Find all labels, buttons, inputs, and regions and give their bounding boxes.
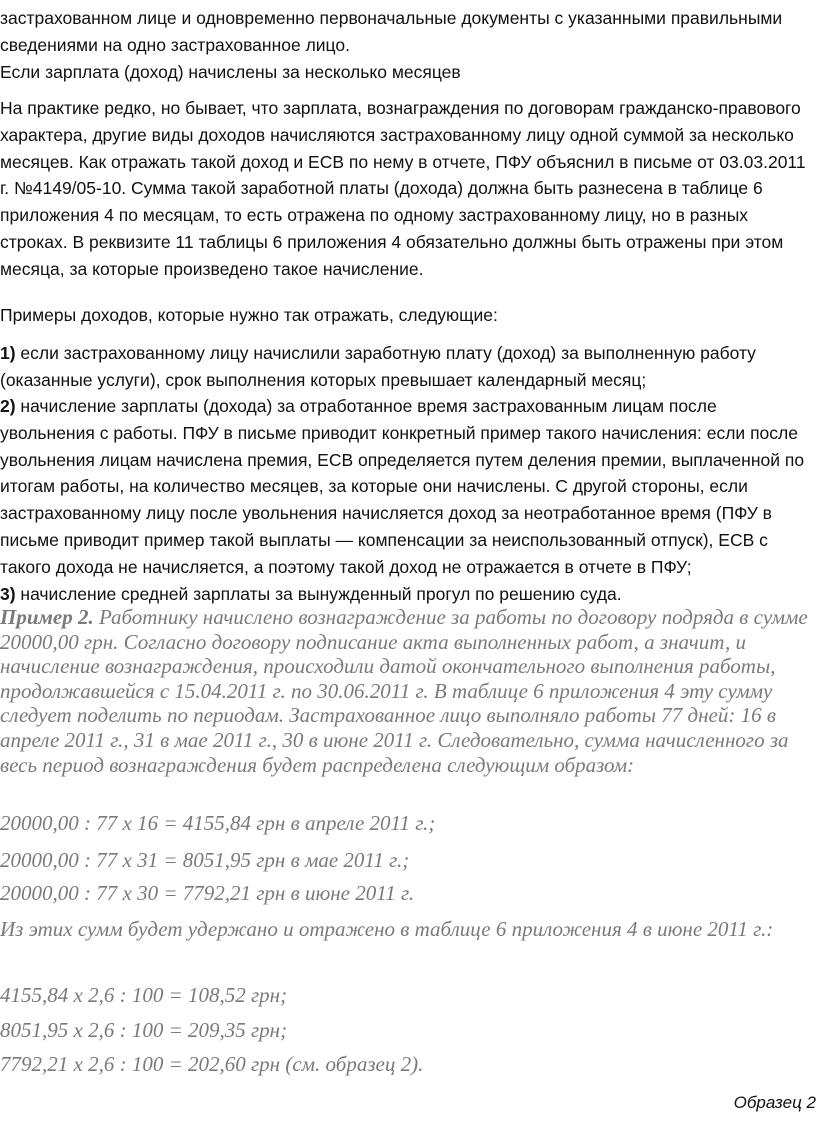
list-text-1: если застрахованному лицу начислили заработную плату (доход) за выполненную работу (оказанные услуги), срок выполнения которых превышает календарный месяц; [0,343,756,390]
list-text-3: начисление средней зарплаты за вынужденный прогул по решению суда. [15,584,622,604]
example-paragraph [0,605,816,777]
calc-line-april: 20000,00 : 77 х 16 = 4155,84 грн в апреле 2011 г.; [0,811,436,835]
list-number-1: 1) [0,343,16,363]
list-text-2: начисление зарплаты (дохода) за отработанное время застрахованным лицам после увольнения с работы. ПФУ в письме приводит конкретный пример такого начисления: если после увольнения лицам начислена премия, ЕСВ определяется путем деления премии, выплаченной по итогам работы, на количество месяцев, за которые они начислены. С другой стороны, если застрахованному лицу после увольнения начисляется доход за неотработанное время (ПФУ в письме приводит пример такой выплаты — компенсации за неиспользованный отпуск), ЕСВ с такого дохода не начисляется, а поэтому такой доход не отражается в отчете в ПФУ; [0,396,805,577]
example-label: Пример 2. [0,605,94,629]
tax-line-1: 4155,84 х 2,6 : 100 = 108,52 грн; [0,983,288,1007]
list-item-1 [0,340,814,394]
list-number-2: 2) [0,396,16,416]
example-text: Работнику начислено вознаграждение за работы по договору подряда в сумме 20000,00 грн. Согласно договору подписание акта выполненных работ, а значит, и начисление вознаграждения, происходили датой окончательного выполнения работы, продолжавшейся с 15.04.2011 г. по 30.06.2011 г. В таблице 6 приложения 4 эту сумму следует поделить по периодам. Застрахованное лицо выполняло работы 77 дней: 16 в апреле 2011 г., 31 в мае 2011 г., 30 в июне 2011 г. Следовательно, сумма начисленного за весь период вознаграждения будет распределена следующим образом: [0,605,808,777]
list-item-3 [0,581,814,608]
sample-caption: Образец 2 [733,1093,816,1112]
intro-paragraph: застрахованном лице и одновременно первоначальные документы с указанными правильными сведениями на одно застрахованное лицо. [0,8,783,55]
calc-line-june: 20000,00 : 77 х 30 = 7792,21 грн в июне 2011 г. [0,881,415,905]
section-heading: Если зарплата (доход) начислены за несколько месяцев [0,62,461,82]
examples-intro: Примеры доходов, которые нужно так отражать, следующие: [0,305,498,325]
tax-line-2: 8051,95 х 2,6 : 100 = 209,35 грн; [0,1018,288,1042]
practice-paragraph: На практике редко, но бывает, что зарплата, вознаграждения по договорам гражданско-правового характера, другие виды доходов начисляются застрахованному лицу одной суммой за несколько месяцев. Как отражать такой доход и ЕСВ по нему в отчете, ПФУ объяснил в письме от 03.03.2011 г. №4149/05-10. Сумма такой заработной платы (дохода) должна быть разнесена в таблице 6 приложения 4 по месяцам, то есть отражена по одному застрахованному лицу, но в разных строках. В реквизите 11 таблицы 6 приложения 4 обязательно должны быть отражены при этом месяца, за которые произведено такое начисление. [0,98,806,279]
withheld-paragraph: Из этих сумм будет удержано и отражено в таблице 6 приложения 4 в июне 2011 г.: [0,917,774,941]
list-item-2 [0,393,814,581]
list-number-3: 3) [0,584,16,604]
tax-line-3: 7792,21 х 2,6 : 100 = 202,60 грн (см. образец 2). [0,1052,424,1076]
calc-line-may: 20000,00 : 77 х 31 = 8051,95 грн в мае 2011 г.; [0,848,410,872]
